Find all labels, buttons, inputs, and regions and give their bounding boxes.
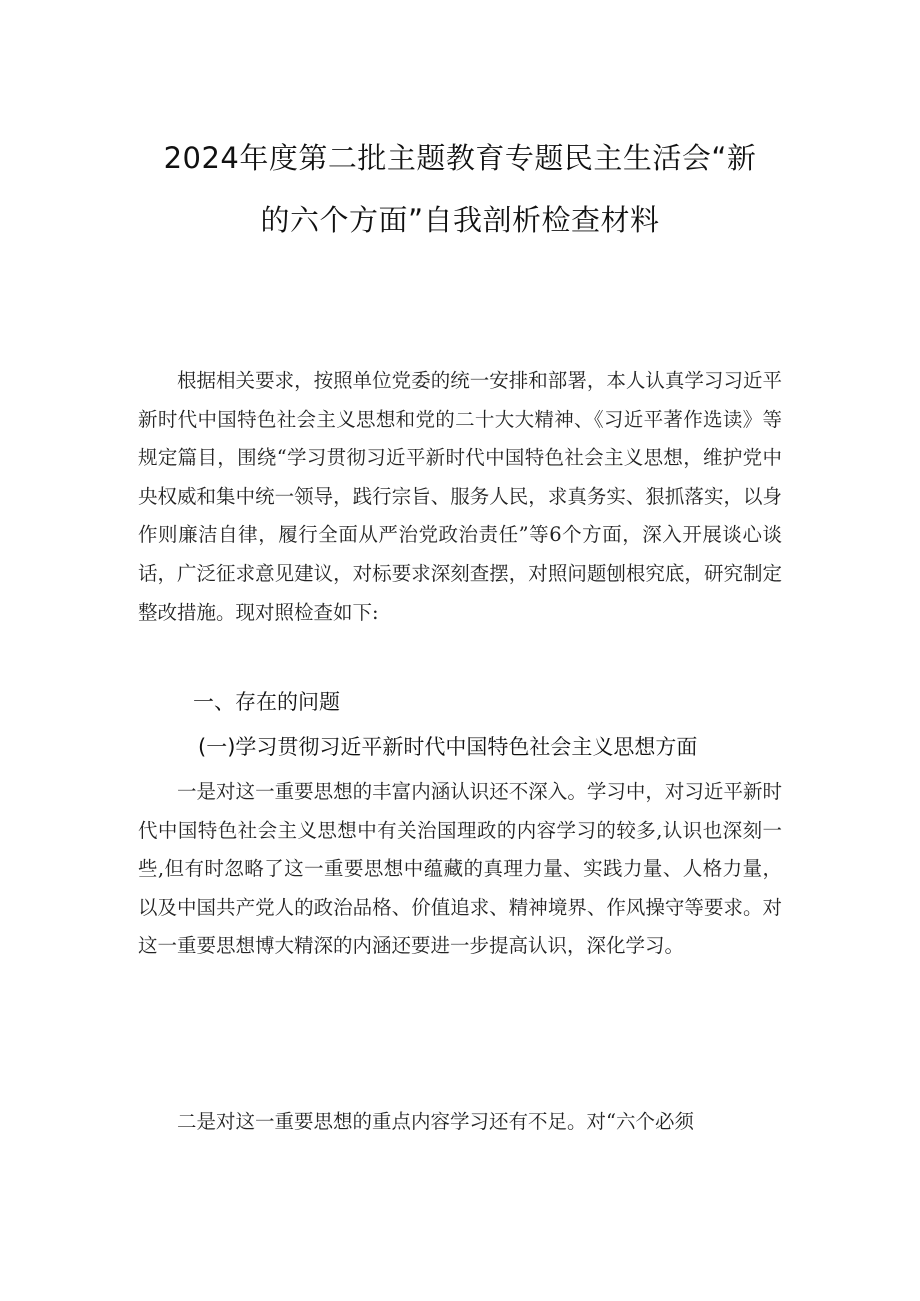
document-title-line-1: 2024年度第二批主题教育专题民主生活会“新 bbox=[163, 141, 757, 175]
document-title-line-2: 的六个方面”自我剖析检查材料 bbox=[260, 203, 660, 237]
section-heading: 一、存在的问题 bbox=[193, 690, 340, 714]
subsection-heading: (一)学习贯彻习近平新时代中国特色社会主义思想方面 bbox=[198, 735, 698, 759]
intro-paragraph: 根据相关要求，按照单位党委的统一安排和部署，本人认真学习习近平新时代中国特色社会主义思想和党的二十大大精神、《习近平著作选读》等规定篇目，围绕“学习贯彻习近平新时代中国特色社会主义思想，维护党中央权威和集中统一领导，践行宗旨、服务人民，求真务实、狠抓落实，以身作则廉洁自律，履行全面从严治党政治责任”等6个方面，深入开展谈心谈话，广泛征求意见建议，对标要求深刻查摆，对照问题刨根究底，研究制定整改措施。现对照检查如下: bbox=[138, 369, 782, 624]
body-paragraph-2: 二是对这一重要思想的重点内容学习还有不足。对“六个必须 bbox=[177, 1110, 694, 1133]
body-paragraph-1: 一是对这一重要思想的丰富内涵认识还不深入。学习中，对习近平新时代中国特色社会主义思想中有关治国理政的内容学习的较多,认识也深刻一些,但有时忽略了这一重要思想中蕴藏的真理力量、实践力量、人格力量，以及中国共产党人的政治品格、价值追求、精神境界、作风操守等要求。对这一重要思想博大精深的内涵还要进一步提高认识，深化学习。 bbox=[138, 780, 782, 958]
